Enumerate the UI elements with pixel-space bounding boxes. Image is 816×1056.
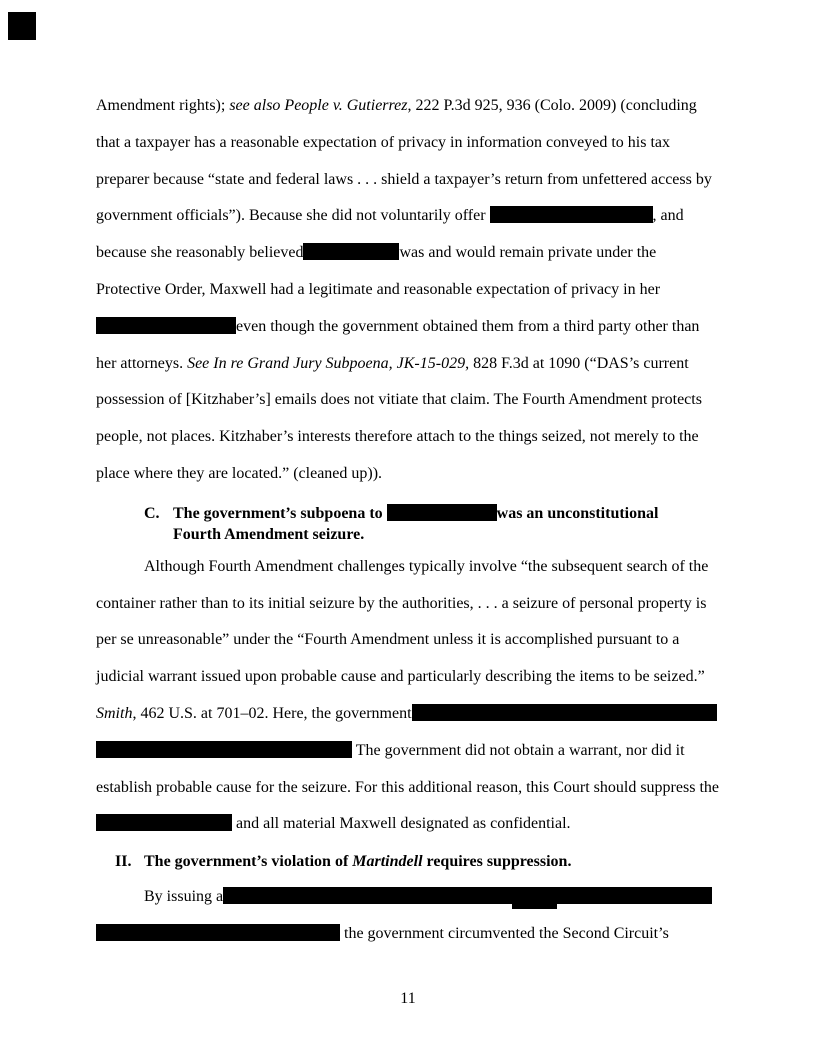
text-segment: her attorneys.	[96, 354, 188, 372]
text-segment: establish probable cause for the seizure. For this additional reason, this Court should suppress the	[96, 778, 719, 796]
text-segment: that a taxpayer has a reasonable expectation of privacy in information conveyed to his tax	[96, 133, 671, 151]
section-heading	[96, 503, 720, 545]
text-segment: Smith	[96, 704, 133, 722]
text-segment: See In re Grand Jury Subpoena, JK-15-029	[187, 354, 466, 372]
text-line	[96, 198, 720, 235]
text-line	[96, 879, 720, 916]
text-segment: government officials”). Because she did not voluntarily offer	[96, 207, 490, 225]
text-segment: Although Fourth Amendment challenges typically involve “the subsequent search of the	[144, 557, 709, 575]
text-line	[96, 916, 720, 953]
paragraph	[96, 879, 720, 953]
text-segment: preparer because “state and federal laws . . . shield a taxpayer’s return from unfettered access by	[96, 170, 712, 188]
redaction-bar	[96, 317, 236, 334]
text-line	[96, 419, 720, 456]
redaction-bar	[223, 887, 712, 904]
paragraph	[96, 88, 720, 493]
text-segment: Amendment rights);	[96, 97, 230, 114]
text-segment: was an unconstitutional	[496, 504, 659, 522]
text-segment: , and	[652, 207, 684, 225]
text-segment: the government circumvented the Second Circuit’s	[340, 924, 669, 942]
text-segment: container rather than to its initial seizure by the authorities, . . . a seizure of personal property is	[96, 594, 707, 612]
text-segment: place where they are located.” (cleaned up)).	[96, 464, 383, 482]
text-line	[173, 503, 720, 524]
text-line	[96, 456, 720, 493]
text-line	[96, 272, 720, 309]
redaction-bar	[96, 741, 352, 758]
text-line	[96, 622, 720, 659]
heading-label: II.	[115, 853, 132, 871]
text-line	[96, 733, 720, 770]
redaction-bar	[96, 924, 340, 941]
text-segment: requires suppression.	[422, 853, 572, 871]
text-line	[96, 309, 720, 346]
text-segment: The government’s violation of	[144, 853, 353, 871]
text-segment: , 462 U.S. at 701–02. Here, the government	[132, 704, 412, 722]
heading-label: C.	[144, 504, 160, 522]
text-line	[96, 346, 720, 383]
document-content	[96, 88, 720, 953]
paragraph	[96, 549, 720, 843]
text-segment: possession of [Kitzhaber’s] emails does not vitiate that claim. The Fourth Amendment protects	[96, 391, 702, 409]
text-segment: even though the government obtained them from a third party other than	[236, 317, 700, 335]
text-line	[96, 659, 720, 696]
text-line	[96, 806, 720, 843]
text-line	[96, 88, 720, 125]
text-line	[96, 696, 720, 733]
text-line	[96, 549, 720, 586]
redaction-bar	[387, 504, 497, 521]
redaction-bar	[96, 814, 232, 831]
text-line	[144, 851, 720, 872]
text-segment: because she reasonably believed	[96, 244, 304, 262]
text-segment: By issuing a	[144, 888, 224, 906]
text-segment: Martindell	[352, 853, 423, 871]
text-line	[96, 382, 720, 419]
text-segment: The government did not obtain a warrant, nor did it	[352, 741, 685, 759]
text-segment: see also People v. Gutierrez	[229, 97, 408, 114]
text-line	[173, 524, 720, 545]
section-heading	[96, 851, 720, 872]
redaction-bar	[490, 206, 653, 223]
redaction-bar	[412, 704, 717, 721]
text-segment: The government’s subpoena to	[173, 504, 387, 522]
redaction-bar	[303, 243, 399, 260]
text-segment: was and would remain private under the	[399, 244, 657, 262]
text-segment: people, not places. Kitzhaber’s interests therefore attach to the things seized, not merely to the	[96, 428, 699, 446]
text-segment: per se unreasonable” under the “Fourth Amendment unless it is accomplished pursuant to a	[96, 631, 680, 649]
text-line	[96, 235, 720, 272]
text-line	[96, 586, 720, 623]
page-number: 11	[400, 990, 416, 1007]
text-segment: Protective Order, Maxwell had a legitimate and reasonable expectation of privacy in her	[96, 280, 661, 298]
text-segment: , 222 P.3d 925, 936 (Colo. 2009) (concluding	[407, 97, 697, 114]
redaction-tab	[512, 903, 557, 909]
text-segment: , 828 F.3d at 1090 (“DAS’s current	[465, 354, 689, 372]
text-segment: Fourth Amendment seizure.	[173, 525, 365, 543]
corner-redaction-mark	[8, 12, 36, 40]
text-line	[96, 125, 720, 162]
text-line	[96, 770, 720, 807]
text-segment: judicial warrant issued upon probable cause and particularly describing the items to be seized.”	[96, 668, 705, 686]
text-segment: and all material Maxwell designated as confidential.	[232, 815, 571, 833]
text-line	[96, 162, 720, 199]
